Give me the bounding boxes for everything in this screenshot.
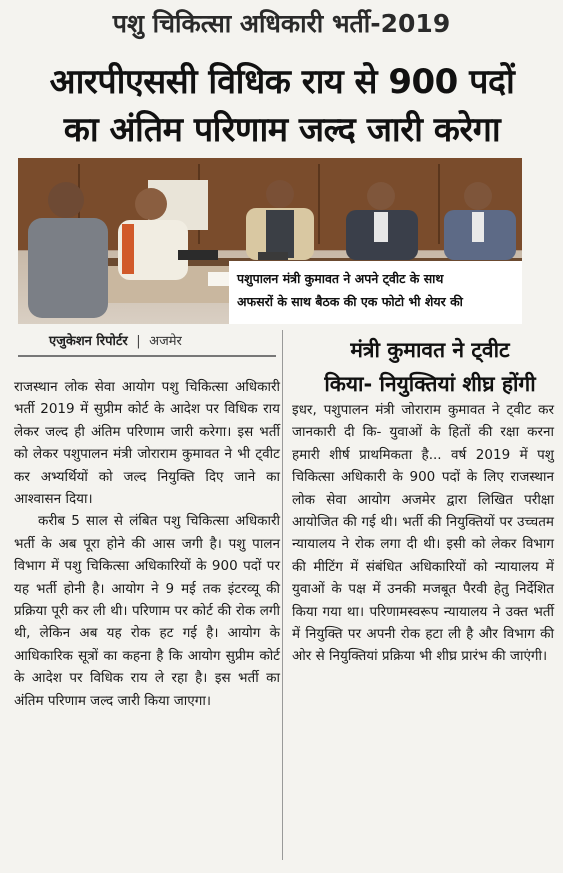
subheadline-line-2: किया- नियुक्तियां शीघ्र होंगी [324, 372, 536, 396]
photo-caption-line-1: पशुपालन मंत्री कुमावत ने अपने ट्वीट के साथ [237, 271, 444, 286]
column-divider [282, 330, 283, 860]
headline [8, 58, 556, 154]
left-paragraph-1: राजस्थान लोक सेवा आयोग पशु चिकित्सा अधिकारी भर्ती 2019 में सुप्रीम कोर्ट के आदेश पर विधिक राय लेकर जल्द ही अंतिम परिणाम जारी करेगा। इस भर्ती को लेकर पशुपालन मंत्री जोराराम कुमावत ने भी ट्वीट कर अभ्यर्थियों को जल्द नियुक्ति दिए जाने का आश्वासन दिया। [14, 379, 280, 508]
photo-caption-line-2: अफसरों के साथ बैठक की एक फोटो भी शेयर की [237, 294, 463, 309]
photo-caption [229, 261, 522, 324]
left-column [14, 376, 280, 712]
byline [49, 331, 182, 349]
byline-separator: | [136, 334, 141, 349]
left-paragraph-2: करीब 5 साल से लंबित पशु चिकित्सा अधिकारी भर्ती के अब पूरा होने की आस जगी है। पशु पालन विभाग में पशु चिकित्सा अधिकारियों के 900 पदों पर यह भर्ती होनी है। आयोग ने 9 मई तक इंटरव्यू की प्रक्रिया पूरी कर ली थी। परिणाम पर कोर्ट की रोक लगी थी, लेकिन अब यह रोक हट गई है। आयोग के आधिकारिक सूत्रों का कहना है कि आयोग सुप्रीम कोर्ट के आदेश पर विधिक राय ले रहा है। इस भर्ती का अंतिम परिणाम जल्द जारी किया जाएगा। [14, 513, 280, 709]
subheadline [310, 333, 550, 401]
headline-line-1: आरपीएससी विधिक राय से 900 पदों [49, 62, 515, 102]
byline-reporter: एजुकेशन रिपोर्टर [49, 334, 128, 349]
byline-place: अजमेर [149, 334, 182, 349]
headline-line-2: का अंतिम परिणाम जल्द जारी करेगा [63, 110, 501, 150]
right-paragraph-1: इधर, पशुपालन मंत्री जोराराम कुमावत ने ट्वीट कर जानकारी दी कि- युवाओं के हितों की रक्षा करना हमारी शीर्ष प्राथमिकता है... वर्ष 2019 में पशु चिकित्सा अधिकारी के 900 पदों के लिए राजस्थान लोक सेवा आयोग अजमेर द्वारा लिखित परीक्षा आयोजित की गई थी। भर्ती की नियुक्तियों पर उच्चतम न्यायालय ने रोक लगा दी थी। इसी को लेकर विभाग की मीटिंग में संबंधित अधिकारियों को न्यायालय में युवाओं के पक्ष में उनकी मजबूत पैरवी हेतु निर्देशित किया गया था। परिणामस्वरूप न्यायालय ने उक्त भर्ती में नियुक्ति पर अपनी रोक हटा ली है और विभाग की ओर से नियुक्तियां प्रक्रिया भी शीघ्र प्रारंभ की जाएंगी। [292, 402, 554, 665]
subheadline-line-1: मंत्री कुमावत ने ट्वीट [350, 338, 510, 362]
byline-rule [18, 355, 276, 357]
right-column [292, 399, 554, 668]
kicker-title: पशु चिकित्सा अधिकारी भर्ती-2019 [112, 9, 451, 38]
